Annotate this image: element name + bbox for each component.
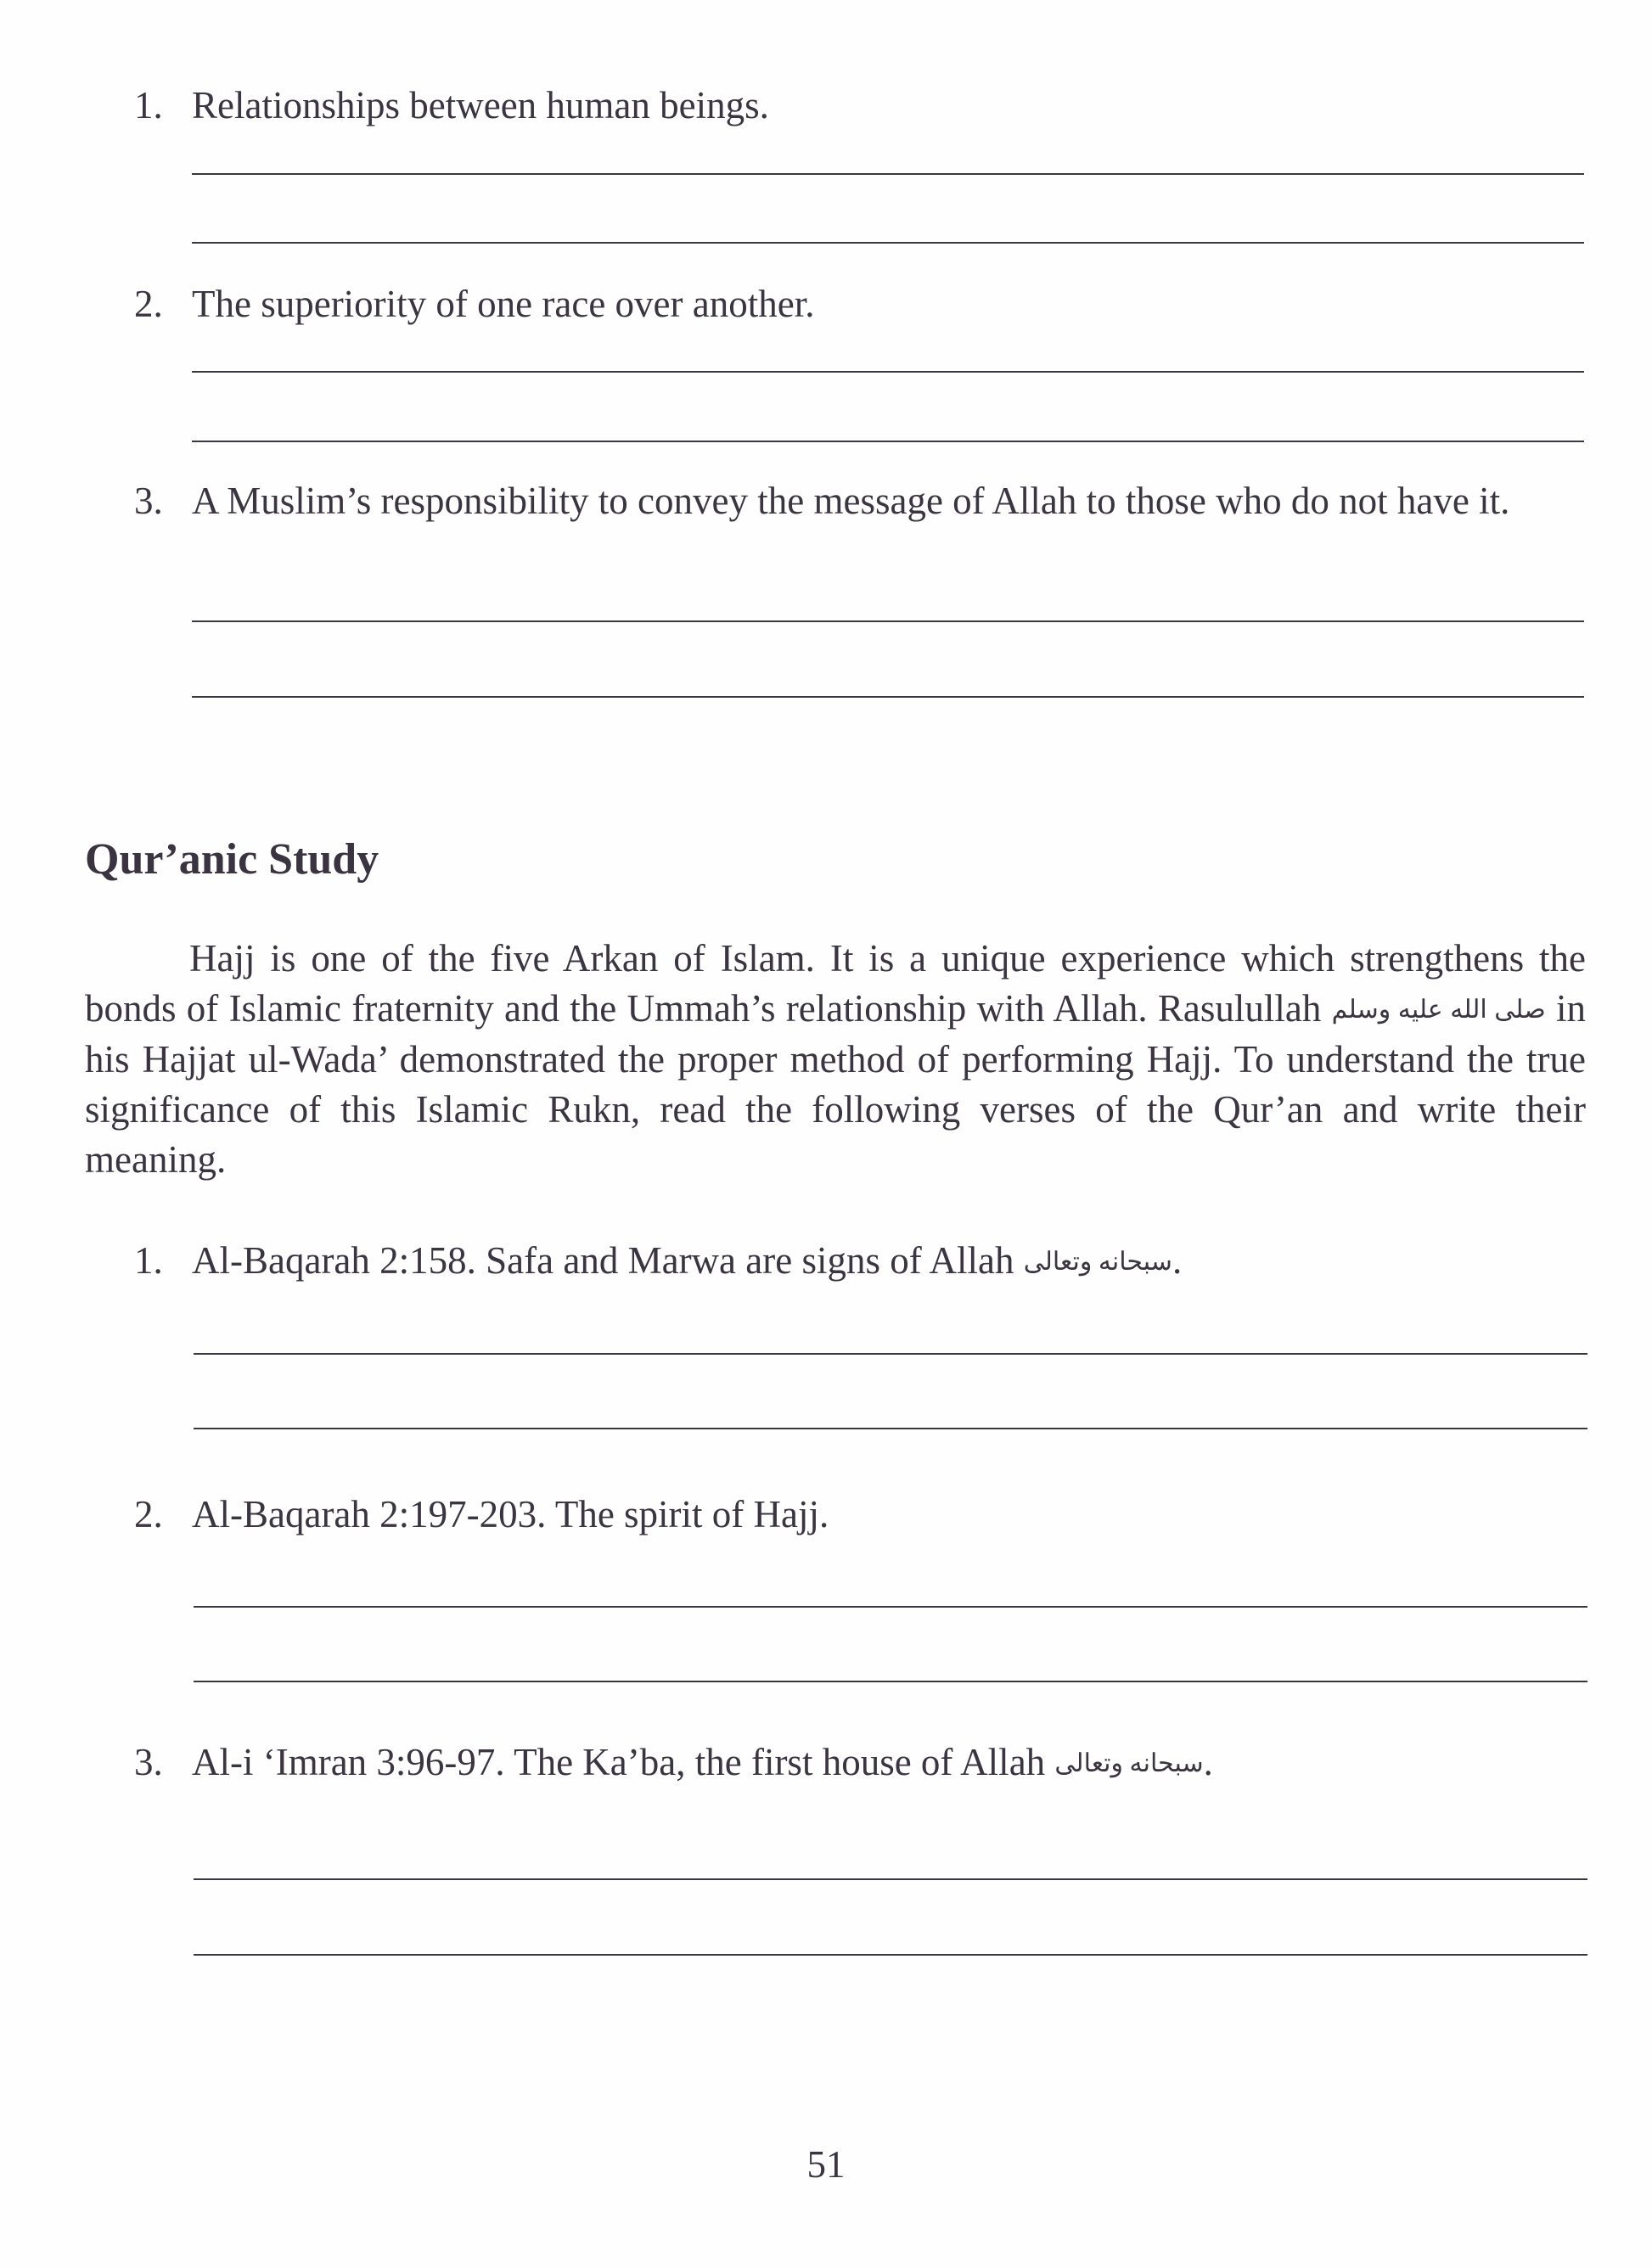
question-text: A Muslim’s responsibility to convey the message of Allah to those who do not have it.	[192, 480, 1510, 522]
answer-line[interactable]	[192, 371, 1584, 373]
question-text: Relationships between human beings.	[192, 84, 769, 126]
question-text: The superiority of one race over another.	[192, 283, 815, 325]
question-top-1	[134, 80, 1577, 131]
section-paragraph	[85, 934, 1586, 1185]
question-text	[192, 1737, 1584, 1789]
question-bottom-2	[134, 1489, 1577, 1540]
question-number: 3.	[134, 480, 163, 522]
question-bottom-3	[134, 1737, 1577, 1789]
section-title: Qur’anic Study	[85, 835, 379, 884]
answer-line[interactable]	[194, 1428, 1587, 1429]
question-text-main: Al-Baqarah 2:158. Safa and Marwa are signs of Allah	[192, 1239, 1024, 1282]
question-number: 1.	[134, 1239, 163, 1282]
answer-line[interactable]	[194, 1606, 1587, 1608]
question-bottom-1	[134, 1235, 1577, 1288]
honorific-glyph: صلى الله عليه وسلم	[1331, 996, 1546, 1024]
answer-line[interactable]	[192, 242, 1584, 244]
question-number: 2.	[134, 283, 163, 325]
question-text-end: .	[1203, 1741, 1213, 1783]
honorific-glyph: سبحانه وتعالى	[1023, 1248, 1172, 1276]
answer-line[interactable]	[192, 441, 1584, 442]
question-number: 2.	[134, 1493, 163, 1535]
question-top-3	[134, 475, 1577, 526]
answer-line[interactable]	[194, 1954, 1587, 1956]
answer-line[interactable]	[194, 1681, 1587, 1682]
question-text-main: Al-i ‘Imran 3:96-97. The Ka’ba, the first house of Allah	[192, 1741, 1055, 1783]
question-top-2	[134, 278, 1577, 329]
question-text-end: .	[1172, 1239, 1183, 1282]
question-number: 1.	[134, 84, 163, 126]
honorific-glyph: سبحانه وتعالى	[1054, 1749, 1204, 1777]
paragraph-text-part2: in his Hajjat ul-Wada’ demonstrated the proper method of performing Hajj. To understand the true significance of this Islamic Rukn, read the following verses of the Qur’an and write their meaning.	[85, 987, 1586, 1181]
question-text: Al-Baqarah 2:197-203. The spirit of Hajj.	[192, 1493, 829, 1535]
answer-line[interactable]	[192, 696, 1584, 698]
answer-line[interactable]	[194, 1878, 1587, 1880]
answer-line[interactable]	[192, 620, 1584, 622]
answer-line[interactable]	[192, 173, 1584, 175]
answer-line[interactable]	[194, 1353, 1587, 1355]
page-number: 51	[806, 2143, 846, 2186]
paragraph-text-part1: Hajj is one of the five Arkan of Islam. It is a unique experience which strengthens the bonds of Islamic fraternity and the Ummah’s relationship with Allah. Rasulullah	[85, 937, 1586, 1030]
question-number: 3.	[134, 1741, 163, 1783]
question-text	[192, 1235, 1584, 1288]
